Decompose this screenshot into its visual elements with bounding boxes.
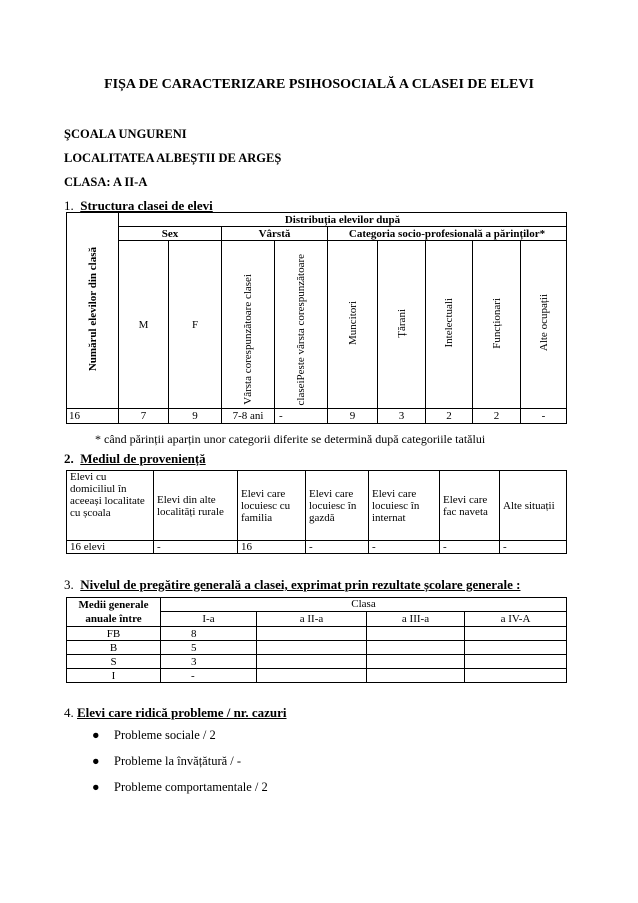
- grade-value: [367, 669, 465, 683]
- grade-label: I: [67, 669, 161, 683]
- value-workers: 9: [328, 409, 378, 424]
- grade-value: [465, 655, 567, 669]
- origin-value-family: 16: [238, 541, 306, 554]
- section2-number: 2.: [64, 451, 74, 466]
- section1-title: Structura clasei de elevi: [80, 198, 213, 213]
- workers-header: Muncitori: [328, 241, 378, 409]
- grade-value: [367, 655, 465, 669]
- bullet-icon: ●: [92, 780, 100, 794]
- m-header: M: [119, 241, 169, 409]
- footnote: * când părinții aparțin unor categorii diferite se determină după categoriile tatălui: [95, 432, 486, 446]
- origin-header-local: Elevi cu domiciliul în aceeași localitate cu școala: [67, 471, 154, 541]
- grade-label: B: [67, 641, 161, 655]
- f-header: F: [169, 241, 222, 409]
- list-item-text: Probleme la învățătură / -: [114, 754, 242, 768]
- col-total-header: Numărul elevilor din clasă: [67, 213, 119, 409]
- category-header: Categoria socio-profesională a părinților*: [328, 227, 567, 241]
- grade-value: [257, 641, 367, 655]
- officials-header: Funcționari: [473, 241, 521, 409]
- value-age-over: -: [275, 409, 328, 424]
- distribution-header: Distribuția elevilor după: [119, 213, 567, 227]
- origin-header-boarding: Elevi care locuiesc în internat: [369, 471, 440, 541]
- clasa-header: Clasa: [161, 598, 567, 612]
- list-item: [92, 778, 268, 804]
- origin-value-host: -: [306, 541, 369, 554]
- sex-header: Sex: [119, 227, 222, 241]
- grade-label: S: [67, 655, 161, 669]
- age-header: Vârstă: [222, 227, 328, 241]
- origin-value-boarding: -: [369, 541, 440, 554]
- section3-title: Nivelul de pregătire generală a clasei, exprimat prin rezultate școlare generale :: [80, 577, 521, 592]
- origin-header-host: Elevi care locuiesc în gazdă: [306, 471, 369, 541]
- intellectuals-header: Intelectuali: [426, 241, 473, 409]
- class-structure-table: [66, 212, 567, 424]
- value-peasants: 3: [378, 409, 426, 424]
- grade-value: [257, 655, 367, 669]
- list-item: [92, 752, 268, 778]
- peasants-header: Țărani: [378, 241, 426, 409]
- school-name: ŞCOALA UNGURENI: [64, 127, 187, 141]
- origin-value-local: 16 elevi: [67, 541, 154, 554]
- list-item-text: Probleme comportamentale / 2: [114, 780, 268, 794]
- section4-heading: [64, 705, 287, 721]
- grade-value: [367, 641, 465, 655]
- value-other: -: [521, 409, 567, 424]
- grade-value: [465, 641, 567, 655]
- section2-heading: [64, 451, 206, 467]
- grade-value: [257, 627, 367, 641]
- grade-value: 8: [161, 627, 257, 641]
- class-1-header: I-a: [161, 611, 257, 626]
- class-name: CLASA: A II-A: [64, 175, 148, 189]
- grade-value: [465, 669, 567, 683]
- section1-number: 1.: [64, 198, 74, 213]
- grade-value: 3: [161, 655, 257, 669]
- age-over-header: claseiPeste vârsta corespunzătoare: [275, 241, 328, 409]
- page-title: FIȘA DE CARACTERIZARE PSIHOSOCIALĂ A CLASEI DE ELEVI: [104, 77, 534, 92]
- class-3-header: a III-a: [367, 611, 465, 626]
- medii-header: Medii generale anuale între: [67, 598, 161, 627]
- section4-title: Elevi care ridică probleme / nr. cazuri: [77, 705, 287, 720]
- value-total: 16: [67, 409, 119, 424]
- origin-header-commute: Elevi care fac naveta: [440, 471, 500, 541]
- origin-value-rural: -: [154, 541, 238, 554]
- value-age-ok: 7-8 ani: [222, 409, 275, 424]
- age-ok-header: Vârsta corespunzătoare clasei: [222, 241, 275, 409]
- grade-label: FB: [67, 627, 161, 641]
- section4-number: 4.: [64, 705, 74, 720]
- class-4-header: a IV-A: [465, 611, 567, 626]
- value-f: 9: [169, 409, 222, 424]
- section2-title: Mediul de proveniență: [80, 451, 206, 466]
- list-item: [92, 726, 268, 752]
- results-table: [66, 597, 567, 683]
- grade-value: [367, 627, 465, 641]
- section3-number: 3.: [64, 577, 74, 592]
- bullet-icon: ●: [92, 728, 100, 742]
- value-m: 7: [119, 409, 169, 424]
- locality: LOCALITATEA ALBEȘTII DE ARGEȘ: [64, 151, 282, 165]
- grade-value: [465, 627, 567, 641]
- grade-value: 5: [161, 641, 257, 655]
- grade-value: -: [161, 669, 257, 683]
- origin-header-rural: Elevi din alte localități rurale: [154, 471, 238, 541]
- origin-header-other: Alte situații: [500, 471, 567, 541]
- value-intellectuals: 2: [426, 409, 473, 424]
- class-2-header: a II-a: [257, 611, 367, 626]
- origin-table: [66, 470, 567, 554]
- problems-list: [92, 726, 268, 804]
- section3-heading: [64, 577, 520, 593]
- grade-value: [257, 669, 367, 683]
- origin-value-commute: -: [440, 541, 500, 554]
- other-header: Alte ocupații: [521, 241, 567, 409]
- origin-header-family: Elevi care locuiesc cu familia: [238, 471, 306, 541]
- value-officials: 2: [473, 409, 521, 424]
- list-item-text: Probleme sociale / 2: [114, 728, 216, 742]
- bullet-icon: ●: [92, 754, 100, 768]
- origin-value-other: -: [500, 541, 567, 554]
